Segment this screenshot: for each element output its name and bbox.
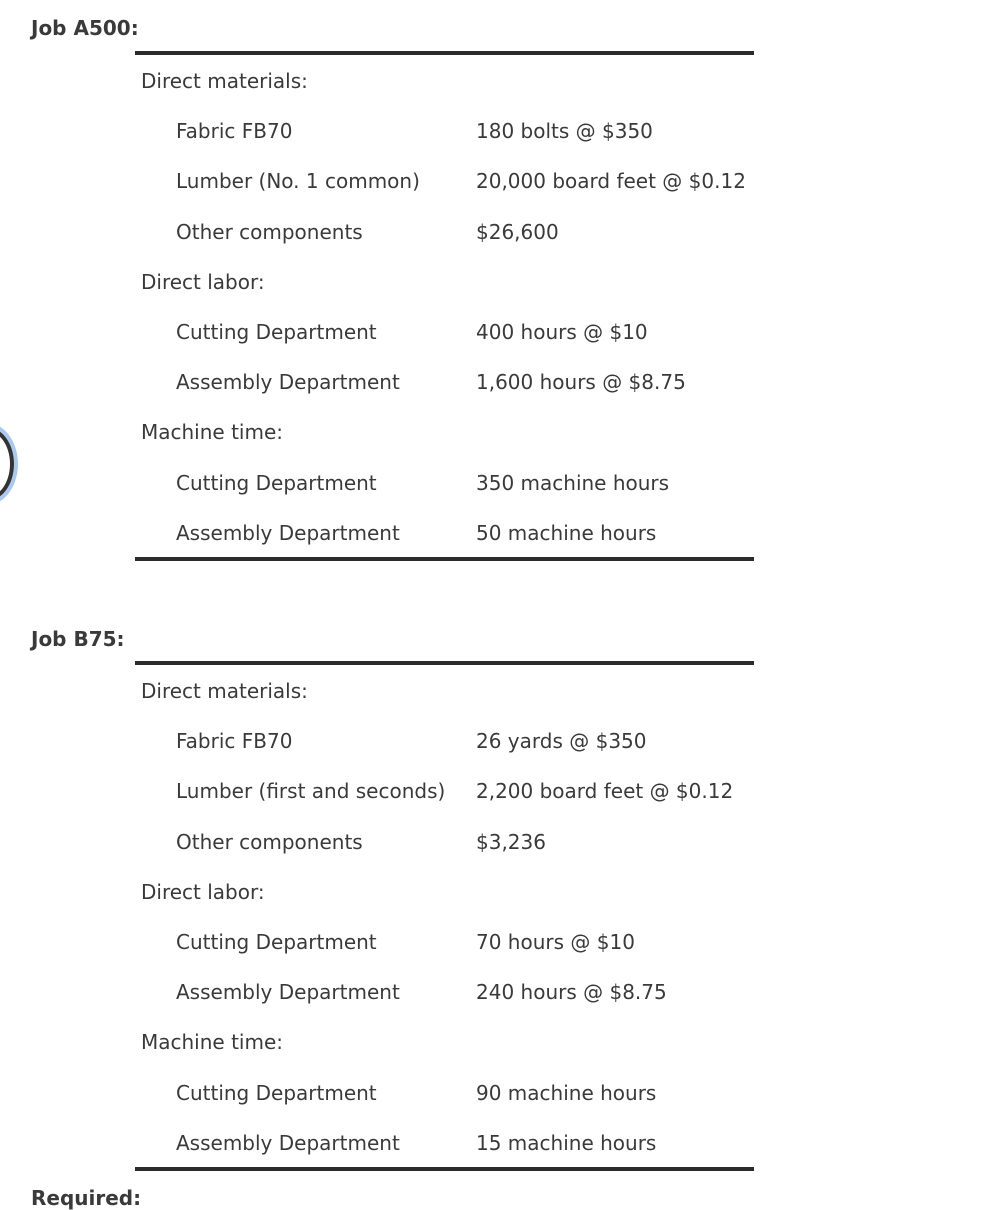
table-row xyxy=(135,765,754,815)
table-row xyxy=(135,256,754,306)
row-value: 50 machine hours xyxy=(476,520,657,545)
table-row xyxy=(135,1117,754,1167)
row-label: Direct materials: xyxy=(141,679,308,703)
row-label: Direct labor: xyxy=(141,879,265,904)
table-row xyxy=(135,356,754,406)
job-heading: Job B75: xyxy=(31,627,125,651)
row-value: 400 hours @ $10 xyxy=(476,319,648,344)
row-value: 20,000 board feet @ $0.12 xyxy=(476,169,746,194)
table-row xyxy=(135,306,754,356)
row-label: Lumber (No. 1 common) xyxy=(176,169,420,194)
row-value: 1,600 hours @ $8.75 xyxy=(476,370,686,395)
table-row xyxy=(135,1016,754,1066)
job-table xyxy=(135,661,754,1171)
row-label: Assembly Department xyxy=(176,1130,400,1155)
row-value: 90 machine hours xyxy=(476,1080,657,1105)
row-label: Cutting Department xyxy=(176,1080,377,1105)
row-label: Cutting Department xyxy=(176,319,377,344)
row-label: Assembly Department xyxy=(176,980,400,1005)
table-row xyxy=(135,507,754,557)
row-label: Direct materials: xyxy=(141,69,308,93)
row-value: 2,200 board feet @ $0.12 xyxy=(476,779,734,804)
row-label: Cutting Department xyxy=(176,470,377,495)
table-row xyxy=(135,1067,754,1117)
table-row xyxy=(135,206,754,256)
table-row xyxy=(135,665,754,715)
row-value: 240 hours @ $8.75 xyxy=(476,980,667,1005)
table-row xyxy=(135,55,754,105)
table-row xyxy=(135,916,754,966)
row-label: Fabric FB70 xyxy=(176,119,293,144)
row-label: Cutting Department xyxy=(176,929,377,954)
table-row xyxy=(135,457,754,507)
row-label: Machine time: xyxy=(141,1030,284,1055)
row-label: Fabric FB70 xyxy=(176,729,293,754)
job-heading: Job A500: xyxy=(31,16,139,40)
row-label: Assembly Department xyxy=(176,520,400,545)
row-label: Assembly Department xyxy=(176,370,400,395)
row-label: Lumber (first and seconds) xyxy=(176,779,446,804)
row-value: 350 machine hours xyxy=(476,470,670,495)
table-row xyxy=(135,155,754,205)
side-button-circle[interactable] xyxy=(0,427,14,501)
row-label: Other components xyxy=(176,829,363,854)
required-heading: Required: xyxy=(31,1186,142,1210)
table-row xyxy=(135,966,754,1016)
row-value: $3,236 xyxy=(476,829,546,854)
table-row xyxy=(135,406,754,456)
row-value: 70 hours @ $10 xyxy=(476,929,635,954)
row-label: Other components xyxy=(176,219,363,244)
table-row xyxy=(135,816,754,866)
row-value: $26,600 xyxy=(476,219,559,244)
row-label: Machine time: xyxy=(141,420,284,445)
table-row xyxy=(135,715,754,765)
row-value: 15 machine hours xyxy=(476,1130,657,1155)
row-value: 180 bolts @ $350 xyxy=(476,119,653,144)
job-table xyxy=(135,51,754,561)
table-row xyxy=(135,866,754,916)
table-row xyxy=(135,105,754,155)
row-label: Direct labor: xyxy=(141,269,265,294)
row-value: 26 yards @ $350 xyxy=(476,729,647,754)
